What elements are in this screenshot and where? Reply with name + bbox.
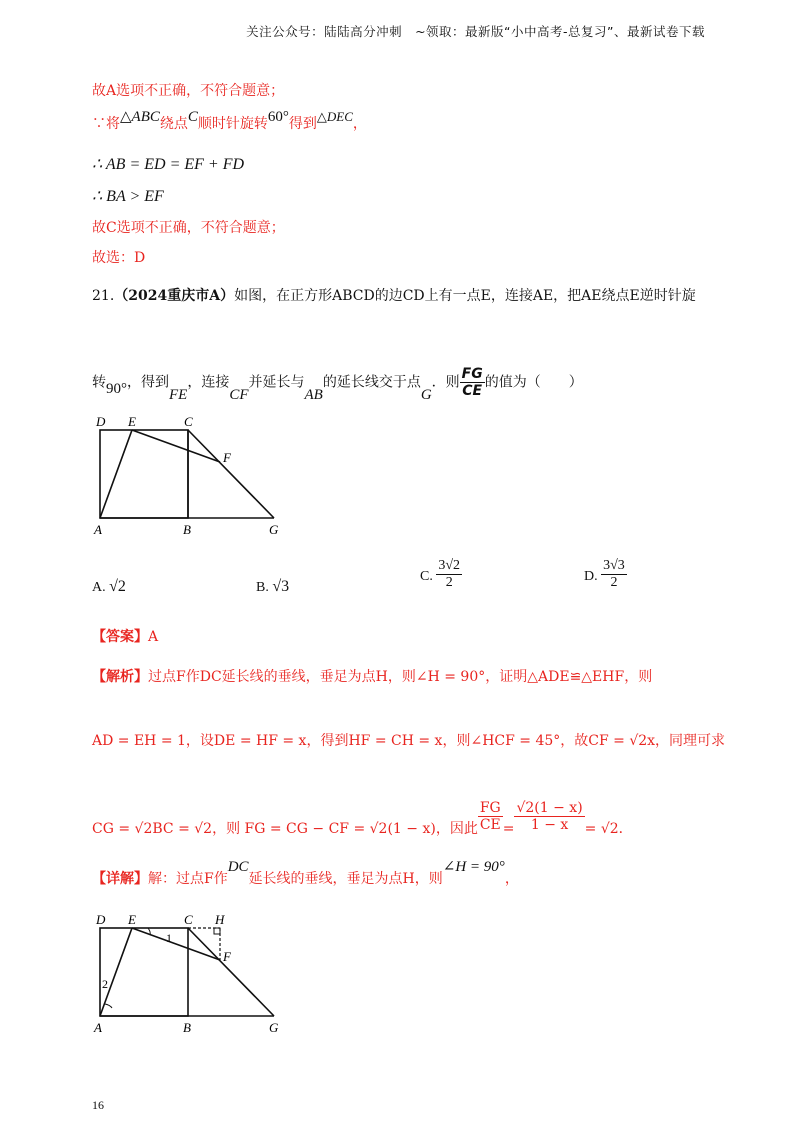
angle-mark-2: 2 xyxy=(102,977,108,991)
option-b[interactable]: B. √3 xyxy=(256,578,290,595)
label-d: D xyxy=(96,414,106,429)
label2-a: A xyxy=(94,1020,102,1035)
label-e: E xyxy=(128,414,136,429)
answer-line: 【答案】A xyxy=(92,629,159,645)
page-number: 16 xyxy=(92,1098,104,1112)
label-g: G xyxy=(269,522,279,537)
angle-mark-1: 1 xyxy=(166,931,172,945)
option-c[interactable]: C. $\frac{3√2}{2}$ xyxy=(420,558,461,590)
detail-line: 【详解】解：过点F作DC延长线的垂线，垂足为点H，则∠H = 90°， xyxy=(92,859,519,887)
prev-line-4: ∴ BA > EF xyxy=(92,188,164,205)
question-line-1: 21.（2024重庆市A）如图，在正方形ABCD的边CD上有一点E，连接AE，把AE绕点E逆时针旋 xyxy=(92,288,696,304)
math-abc: △ABC xyxy=(120,109,160,125)
analysis-line-3: CG = √2BC = √2，则 FG = CG − CF = √2(1 − x)，因此 $\frac{FG}{CE}$ = $\frac{√2(1 - x)}{1 - x}$ = √2． xyxy=(92,800,633,837)
prev-line-5: 故C选项不正确，不符合题意； xyxy=(92,220,285,236)
question-line-2: 转90°，得到FE，连接CF并延长与AB的延长线交于点G．则 $\frac{FG}{CE}$ 的值为（ ） xyxy=(92,366,583,403)
label-c: C xyxy=(184,414,193,429)
label2-h: H xyxy=(215,912,225,927)
label2-d: D xyxy=(96,912,106,927)
label2-f: F xyxy=(223,949,231,964)
option-a[interactable]: A. √2 xyxy=(92,578,126,595)
prev-line-2: ∵将△ABC绕点C顺时针旋转60°得到△DEC， xyxy=(92,109,367,132)
label2-g: G xyxy=(269,1020,279,1035)
analysis-line-1: 【解析】过点F作DC延长线的垂线，垂足为点H，则∠H = 90°，证明△ADE≌△EHF，则 xyxy=(92,669,653,685)
option-d[interactable]: D. $\frac{3√3}{2}$ xyxy=(584,558,625,590)
prev-line-6: 故选：D xyxy=(92,250,146,266)
prev-line-1: 故A选项不正确，不符合题意； xyxy=(92,83,285,99)
label2-e: E xyxy=(128,912,136,927)
label-a: A xyxy=(94,522,102,537)
figure-1 xyxy=(88,412,298,540)
page-header: 关注公众号：陆陆高分冲刺 ~领取：最新版“小中高考-总复习”、最新试卷下载 xyxy=(246,24,705,39)
label2-c: C xyxy=(184,912,193,927)
label2-b: B xyxy=(183,1020,191,1035)
label-f: F xyxy=(223,450,231,465)
prev-line-3: ∴ AB = ED = EF + FD xyxy=(92,156,245,173)
analysis-line-2: AD = EH = 1，设DE = HF = x，得到HF = CH = x，则∠HCF = 45°，故CF = √2x，同理可求 xyxy=(92,733,726,749)
question-fraction: $\frac{FG}{CE}$ xyxy=(461,366,483,399)
label-b: B xyxy=(183,522,191,537)
question-source: （2024重庆市A） xyxy=(114,288,235,304)
figure-2 xyxy=(88,910,298,1038)
